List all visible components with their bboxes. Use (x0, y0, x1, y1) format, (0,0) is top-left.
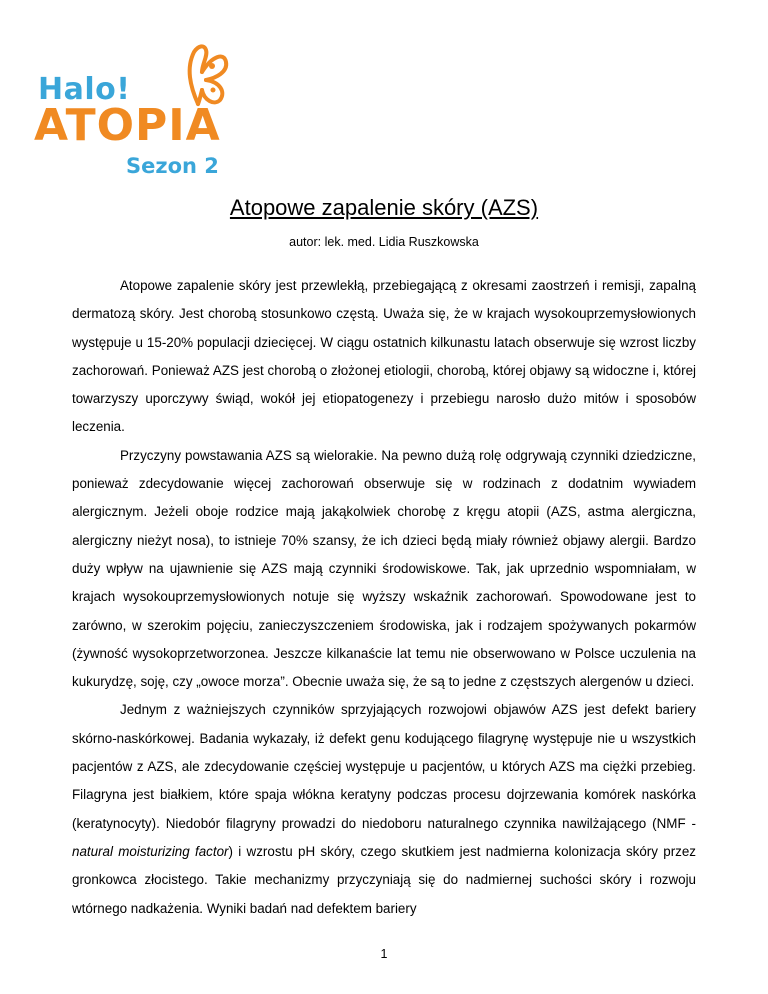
logo-halo-text: Halo! (38, 72, 131, 107)
logo-atopia-text: ATOPIA (34, 100, 221, 151)
document-author: autor: lek. med. Lidia Ruszkowska (289, 235, 479, 249)
document-title: Atopowe zapalenie skóry (AZS) (229, 195, 539, 220)
halo-atopia-logo (28, 42, 278, 192)
body-text (72, 272, 696, 923)
paragraph: Przyczyny powstawania AZS są wielorakie. Na pewno dużą rolę odgrywają czynniki dziedziczne, ponieważ zdecydowanie więcej zachorowań obserwuje się w rodzinach z dodatnim wywiadem alergicznym. Jeżeli oboje rodzice mają jakąkolwiek chorobę z kręgu atopii (AZS, astma alergiczna, alergiczny nieżyt nosa), to istnieje 70% szansy, że ich dzieci będą miały również objawy alergii. Bardzo duży wpływ na ujawnienie się AZS mają czynniki środowiskowe. Tak, jak uprzednio wspomniałam, w krajach wysokouprzemysłowionych notuje się wyższy wskaźnik zachorowań. Spowodowane jest to zarówno, w szerokim pojęciu, zanieczyszczeniem środowiska, jak i rodzajem spożywanych pokarmów (żywność wysokoprzetworzonea. Jeszcze kilkanaście lat temu nie obserwowano w Polsce uczulenia na kukurydzę, soję, czy „owoce morza”. Obecnie uważa się, że są to jedne z częstszych alergenów u dzieci. (72, 447, 696, 690)
paragraph (72, 696, 696, 922)
paragraph-text: Jednym z ważniejszych czynników sprzyjających rozwojowi objawów AZS jest defekt bariery skórno-naskórkowej. Badania wykazały, iż defekt genu kodującego filagrynę występuje nie u wszystkich pacjentów z AZS, ale zdecydowanie częściej występuje u pacjentów, u których AZS ma ciężki przebieg. Filagryna jest białkiem, które spaja włókna keratyny podczas procesu dojrzewania komórek naskórka (keratynocyty). Niedobór filagryny prowadzi do niedoboru naturalnego czynnika nawilżającego (NMF - (72, 702, 696, 831)
page-number: 1 (380, 947, 388, 961)
logo-season-text: Sezon 2 (126, 154, 219, 178)
paragraph-italic-term: natural moisturizing factor (72, 843, 229, 859)
paragraph-text: ) i wzrostu pH skóry, czego skutkiem jest nadmierna kolonizacja skóry przez gronkowca złocistego. Takie mechanizmy przyczyniają się do nadmiernej suchości skóry i rozwoju wtórnego nadkażenia. Wyniki badań nad defektem bariery (72, 843, 696, 916)
paragraph: Atopowe zapalenie skóry jest przewlekłą, przebiegającą z okresami zaostrzeń i remisji, zapalną dermatozą skóry. Jest chorobą stosunkowo częstą. Uważa się, że w krajach wysokouprzemysłowionych występuje u 15-20% populacji dziecięcej. W ciągu ostatnich kilkunastu latach obserwuje się wzrost liczby zachorowań. Ponieważ AZS jest chorobą o złożonej etiologii, chorobą, której objawy są widoczne i, której towarzyszy uporczywy świąd, wokół jej etiopatogenezy i przebiegu narosło dużo mitów i sposobów leczenia. (72, 278, 696, 435)
